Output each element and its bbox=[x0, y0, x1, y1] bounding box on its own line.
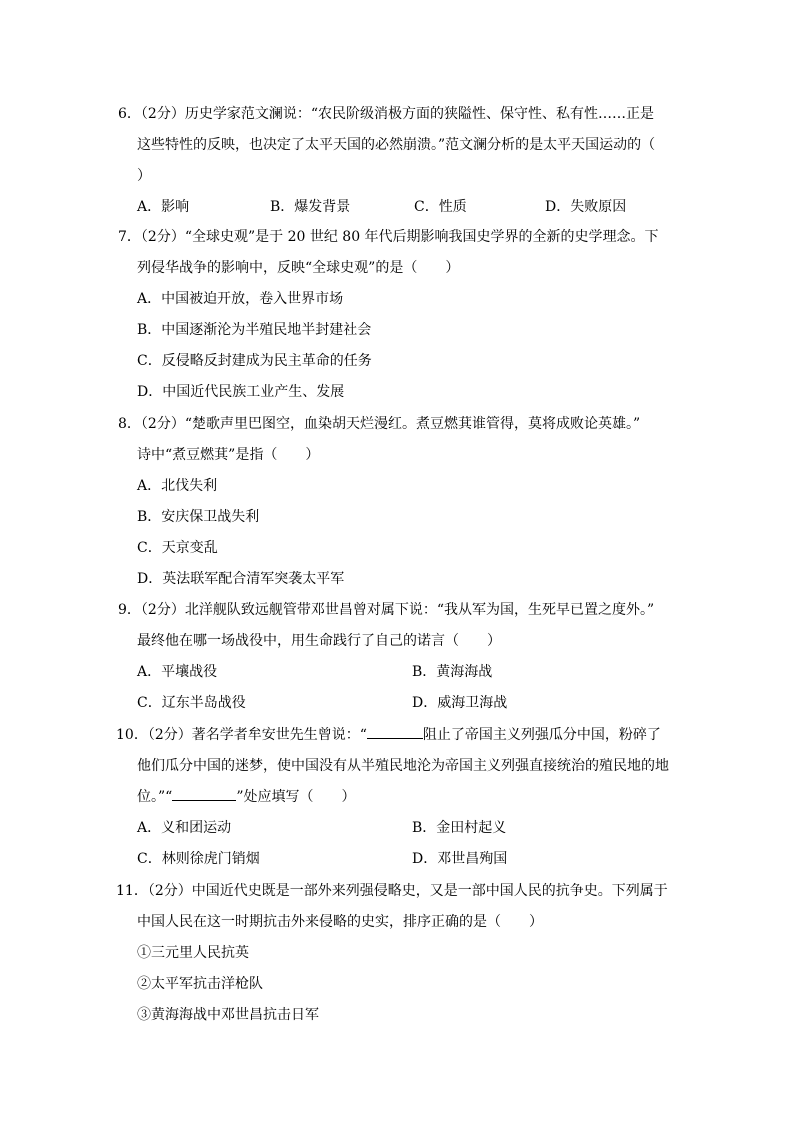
question-text-line: 9．（2分）北洋舰队致远舰管带邓世昌曾对属下说：“我从军为国，生死早已置之度外。” bbox=[118, 602, 655, 618]
option-a[interactable]: A．影响 bbox=[137, 199, 190, 215]
option-b[interactable]: B．金田村起义 bbox=[412, 820, 507, 836]
question-text-line: 中国人民在这一时期抗击外来侵略的史实，排序正确的是（ ） bbox=[137, 914, 543, 930]
option-b[interactable]: B．安庆保卫战失利 bbox=[137, 509, 260, 525]
question-text: 10．（2分）著名学者牟安世先生曾说：“ bbox=[116, 727, 367, 743]
options-row bbox=[116, 844, 676, 875]
option-a[interactable]: A．平壤战役 bbox=[137, 664, 218, 680]
option-d[interactable]: D．邓世昌殉国 bbox=[412, 851, 508, 867]
list-item: ③黄海海战中邓世昌抗击日军 bbox=[137, 1007, 319, 1023]
option-d[interactable]: D．失败原因 bbox=[545, 199, 627, 215]
question-11 bbox=[116, 876, 676, 1031]
question-text-line bbox=[116, 782, 676, 813]
question-text-line: 最终他在哪一场战役中，用生命践行了自己的诺言（ ） bbox=[137, 633, 501, 649]
option-b[interactable]: B．中国逐渐沦为半殖民地半封建社会 bbox=[137, 322, 372, 338]
question-8 bbox=[118, 409, 678, 595]
options-row bbox=[118, 657, 678, 688]
question-9 bbox=[118, 595, 678, 719]
option-b[interactable]: B．爆发背景 bbox=[270, 199, 351, 215]
question-text-line: ） bbox=[137, 168, 151, 184]
question-10 bbox=[116, 720, 676, 875]
question-6 bbox=[118, 99, 678, 223]
question-text-line: 11．（2分）中国近代史既是一部外来列强侵略史，又是一部中国人民的抗争史。下列属于 bbox=[116, 883, 668, 899]
question-7 bbox=[118, 222, 678, 408]
option-a[interactable]: A．北伐失利 bbox=[137, 478, 218, 494]
fill-blank bbox=[367, 720, 423, 739]
list-item: ①三元里人民抗英 bbox=[137, 945, 249, 961]
question-text-line: 列侵华战争的影响中，反映“全球史观”的是（ ） bbox=[137, 260, 460, 276]
question-text-line: 诗中“煮豆燃萁”是指（ ） bbox=[137, 447, 320, 463]
option-b[interactable]: B．黄海海战 bbox=[412, 664, 493, 680]
options-row bbox=[118, 192, 678, 223]
question-text: ”处应填写（ ） bbox=[236, 789, 356, 805]
option-c[interactable]: C．辽东半岛战役 bbox=[137, 695, 246, 711]
question-text-line: 7．（2分）“全球史观”是于 20 世纪 80 年代后期影响我国史学界的全新的史学理念。下 bbox=[118, 229, 659, 245]
option-d[interactable]: D．英法联军配合清军突袭太平军 bbox=[137, 571, 345, 587]
option-c[interactable]: C．性质 bbox=[414, 199, 467, 215]
question-text-line: 他们瓜分中国的迷梦，使中国没有从半殖民地沦为帝国主义列强直接统治的殖民地的地 bbox=[137, 758, 669, 774]
list-item: ②太平军抗击洋枪队 bbox=[137, 976, 263, 992]
question-text: 阻止了帝国主义列强瓜分中国，粉碎了 bbox=[422, 727, 661, 743]
question-text-line: 8．（2分）“楚歌声里巴图空，血染胡天烂漫红。煮豆燃萁谁管得，莫将成败论英雄。” bbox=[118, 416, 641, 432]
question-text-line: 这些特性的反映，也决定了太平天国的必然崩溃。”范文澜分析的是太平天国运动的（ bbox=[137, 137, 656, 153]
option-c[interactable]: C．反侵略反封建成为民主革命的任务 bbox=[137, 353, 372, 369]
option-c[interactable]: C．天京变乱 bbox=[137, 540, 218, 556]
fill-blank bbox=[172, 782, 236, 801]
question-text: 位。”“ bbox=[137, 789, 173, 805]
option-d[interactable]: D．威海卫海战 bbox=[412, 695, 508, 711]
option-a[interactable]: A．义和团运动 bbox=[137, 820, 232, 836]
options-row bbox=[118, 688, 678, 719]
option-d[interactable]: D．中国近代民族工业产生、发展 bbox=[137, 384, 345, 400]
option-a[interactable]: A．中国被迫开放，卷入世界市场 bbox=[137, 291, 344, 307]
options-row bbox=[116, 813, 676, 844]
option-c[interactable]: C．林则徐虎门销烟 bbox=[137, 851, 260, 867]
question-text-line: 6．（2分）历史学家范文澜说：“农民阶级消极方面的狭隘性、保守性、私有性……正是 bbox=[118, 106, 654, 122]
question-text-line bbox=[116, 720, 676, 751]
